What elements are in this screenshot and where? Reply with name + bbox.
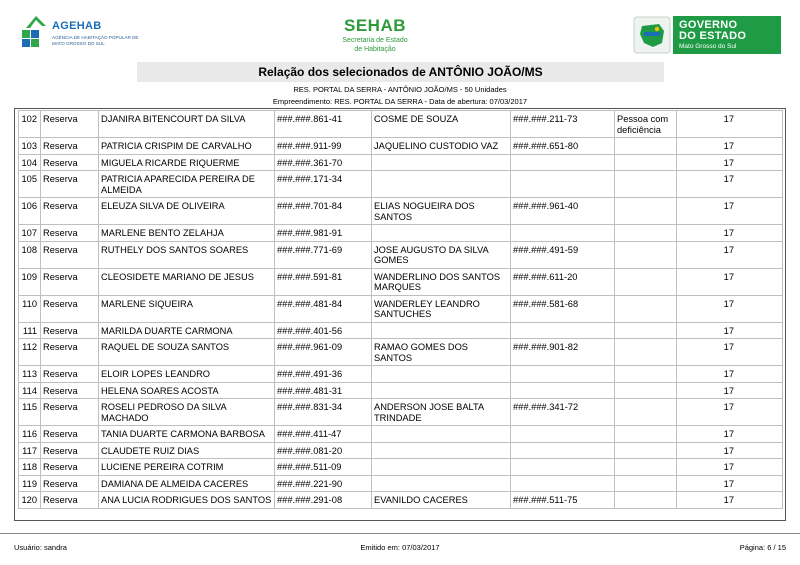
row-spouse-name bbox=[372, 154, 511, 171]
table-row bbox=[19, 241, 783, 268]
row-spouse-cpf bbox=[511, 366, 615, 383]
row-name: ELEUZA SILVA DE OLIVEIRA bbox=[99, 198, 275, 225]
row-group: 17 bbox=[677, 295, 783, 322]
row-status: Reserva bbox=[41, 339, 99, 366]
row-number: 119 bbox=[19, 475, 41, 492]
row-group: 17 bbox=[677, 492, 783, 509]
row-cpf: ###.###.291-08 bbox=[275, 492, 372, 509]
report-header bbox=[0, 0, 800, 60]
page-number: Página: 6 / 15 bbox=[739, 543, 786, 552]
row-cpf: ###.###.481-84 bbox=[275, 295, 372, 322]
report-title: Relação dos selecionados de ANTÔNIO JOÃO/MS bbox=[137, 62, 664, 82]
table-body bbox=[19, 111, 783, 509]
row-group: 17 bbox=[677, 225, 783, 242]
row-group: 17 bbox=[677, 339, 783, 366]
row-spouse-name: JOSE AUGUSTO DA SILVA GOMES bbox=[372, 241, 511, 268]
row-spouse-cpf: ###.###.491-59 bbox=[511, 241, 615, 268]
state-map-icon bbox=[633, 16, 671, 54]
row-spouse-name bbox=[372, 322, 511, 339]
row-status: Reserva bbox=[41, 111, 99, 138]
row-spouse-name: JAQUELINO CUSTODIO VAZ bbox=[372, 138, 511, 155]
row-spouse-cpf bbox=[511, 171, 615, 198]
row-observation bbox=[615, 241, 677, 268]
row-group: 17 bbox=[677, 442, 783, 459]
row-spouse-name: ANDERSON JOSE BALTA TRINDADE bbox=[372, 399, 511, 426]
row-spouse-cpf: ###.###.611-20 bbox=[511, 268, 615, 295]
report-subtitle: RES. PORTAL DA SERRA - ANTÔNIO JOÃO/MS - 50 Unidades bbox=[293, 85, 507, 94]
row-name: ELOIR LOPES LEANDRO bbox=[99, 366, 275, 383]
row-spouse-cpf: ###.###.511-75 bbox=[511, 492, 615, 509]
row-status: Reserva bbox=[41, 154, 99, 171]
user-label: Usuário: sandra bbox=[14, 543, 67, 552]
row-name: MARILDA DUARTE CARMONA bbox=[99, 322, 275, 339]
row-group: 17 bbox=[677, 198, 783, 225]
row-observation bbox=[615, 295, 677, 322]
row-spouse-name bbox=[372, 382, 511, 399]
house-arrow-icon bbox=[22, 14, 48, 48]
row-group: 17 bbox=[677, 111, 783, 138]
row-group: 17 bbox=[677, 138, 783, 155]
table-row bbox=[19, 459, 783, 476]
row-spouse-name: ELIAS NOGUEIRA DOS SANTOS bbox=[372, 198, 511, 225]
row-cpf: ###.###.361-70 bbox=[275, 154, 372, 171]
row-group: 17 bbox=[677, 171, 783, 198]
table-row bbox=[19, 399, 783, 426]
row-cpf: ###.###.411-47 bbox=[275, 426, 372, 443]
table-row bbox=[19, 426, 783, 443]
row-spouse-name: WANDERLEY LEANDRO SANTUCHES bbox=[372, 295, 511, 322]
agehab-logo bbox=[22, 14, 137, 52]
row-spouse-cpf: ###.###.341-72 bbox=[511, 399, 615, 426]
row-spouse-name bbox=[372, 366, 511, 383]
row-observation bbox=[615, 138, 677, 155]
row-status: Reserva bbox=[41, 399, 99, 426]
row-observation bbox=[615, 268, 677, 295]
row-spouse-cpf: ###.###.581-68 bbox=[511, 295, 615, 322]
row-spouse-name: EVANILDO CACERES bbox=[372, 492, 511, 509]
row-spouse-cpf bbox=[511, 426, 615, 443]
row-spouse-cpf: ###.###.961-40 bbox=[511, 198, 615, 225]
row-observation bbox=[615, 366, 677, 383]
row-spouse-cpf bbox=[511, 459, 615, 476]
agehab-subtitle: AGÊNCIA DE HABITAÇÃO POPULAR DE MATO GROSSO DO SUL bbox=[52, 35, 139, 46]
row-group: 17 bbox=[677, 366, 783, 383]
row-number: 105 bbox=[19, 171, 41, 198]
row-number: 110 bbox=[19, 295, 41, 322]
row-name: MARLENE BENTO ZELAHJA bbox=[99, 225, 275, 242]
row-name: MARLENE SIQUEIRA bbox=[99, 295, 275, 322]
row-cpf: ###.###.771-69 bbox=[275, 241, 372, 268]
row-observation bbox=[615, 399, 677, 426]
table-row bbox=[19, 268, 783, 295]
row-status: Reserva bbox=[41, 268, 99, 295]
row-spouse-name bbox=[372, 225, 511, 242]
row-number: 109 bbox=[19, 268, 41, 295]
row-number: 104 bbox=[19, 154, 41, 171]
table-row bbox=[19, 295, 783, 322]
row-cpf: ###.###.831-34 bbox=[275, 399, 372, 426]
row-number: 106 bbox=[19, 198, 41, 225]
row-name: LUCIENE PEREIRA COTRIM bbox=[99, 459, 275, 476]
row-name: PATRICIA APARECIDA PEREIRA DE ALMEIDA bbox=[99, 171, 275, 198]
row-status: Reserva bbox=[41, 225, 99, 242]
row-group: 17 bbox=[677, 459, 783, 476]
agehab-name: AGEHAB bbox=[52, 20, 102, 32]
row-group: 17 bbox=[677, 241, 783, 268]
row-name: ROSELI PEDROSO DA SILVA MACHADO bbox=[99, 399, 275, 426]
row-status: Reserva bbox=[41, 366, 99, 383]
row-group: 17 bbox=[677, 268, 783, 295]
row-number: 114 bbox=[19, 382, 41, 399]
row-number: 120 bbox=[19, 492, 41, 509]
row-number: 107 bbox=[19, 225, 41, 242]
row-cpf: ###.###.701-84 bbox=[275, 198, 372, 225]
sehab-logo bbox=[320, 16, 430, 54]
row-status: Reserva bbox=[41, 382, 99, 399]
row-name: DAMIANA DE ALMEIDA CACERES bbox=[99, 475, 275, 492]
row-name: HELENA SOARES ACOSTA bbox=[99, 382, 275, 399]
row-spouse-cpf bbox=[511, 322, 615, 339]
row-name: CLEOSIDETE MARIANO DE JESUS bbox=[99, 268, 275, 295]
row-cpf: ###.###.491-36 bbox=[275, 366, 372, 383]
row-group: 17 bbox=[677, 426, 783, 443]
row-observation: Pessoa com deficiência bbox=[615, 111, 677, 138]
row-status: Reserva bbox=[41, 171, 99, 198]
table-row bbox=[19, 138, 783, 155]
row-cpf: ###.###.961-09 bbox=[275, 339, 372, 366]
row-name: MIGUELA RICARDE RIQUERME bbox=[99, 154, 275, 171]
row-spouse-name bbox=[372, 475, 511, 492]
table-row bbox=[19, 171, 783, 198]
row-spouse-name: COSME DE SOUZA bbox=[372, 111, 511, 138]
row-cpf: ###.###.981-91 bbox=[275, 225, 372, 242]
report-enterprise-info: Empreendimento: RES. PORTAL DA SERRA - Data de abertura: 07/03/2017 bbox=[272, 97, 528, 106]
row-spouse-cpf bbox=[511, 225, 615, 242]
row-spouse-cpf: ###.###.901-82 bbox=[511, 339, 615, 366]
row-number: 112 bbox=[19, 339, 41, 366]
table-row bbox=[19, 198, 783, 225]
row-spouse-cpf: ###.###.651-80 bbox=[511, 138, 615, 155]
row-observation bbox=[615, 198, 677, 225]
row-number: 115 bbox=[19, 399, 41, 426]
table-row bbox=[19, 111, 783, 138]
row-number: 108 bbox=[19, 241, 41, 268]
row-cpf: ###.###.081-20 bbox=[275, 442, 372, 459]
row-cpf: ###.###.511-09 bbox=[275, 459, 372, 476]
row-observation bbox=[615, 475, 677, 492]
selected-table bbox=[18, 110, 783, 509]
row-number: 111 bbox=[19, 322, 41, 339]
row-spouse-name: RAMAO GOMES DOS SANTOS bbox=[372, 339, 511, 366]
row-name: TANIA DUARTE CARMONA BARBOSA bbox=[99, 426, 275, 443]
row-name: RAQUEL DE SOUZA SANTOS bbox=[99, 339, 275, 366]
row-observation bbox=[615, 382, 677, 399]
governo-line-2: DO ESTADO bbox=[679, 30, 747, 42]
row-group: 17 bbox=[677, 399, 783, 426]
row-number: 103 bbox=[19, 138, 41, 155]
sehab-subtitle-1: Secretaria de Estado bbox=[342, 37, 408, 44]
row-spouse-cpf bbox=[511, 154, 615, 171]
row-name: CLAUDETE RUIZ DIAS bbox=[99, 442, 275, 459]
row-cpf: ###.###.861-41 bbox=[275, 111, 372, 138]
row-observation bbox=[615, 492, 677, 509]
sehab-subtitle-2: de Habitação bbox=[354, 46, 396, 53]
table-row bbox=[19, 442, 783, 459]
row-spouse-name bbox=[372, 442, 511, 459]
table-row bbox=[19, 339, 783, 366]
row-group: 17 bbox=[677, 475, 783, 492]
row-status: Reserva bbox=[41, 442, 99, 459]
row-name: PATRICIA CRISPIM DE CARVALHO bbox=[99, 138, 275, 155]
row-observation bbox=[615, 225, 677, 242]
emitted-date: Emitido em: 07/03/2017 bbox=[360, 543, 440, 552]
table-row bbox=[19, 492, 783, 509]
row-observation bbox=[615, 322, 677, 339]
row-observation bbox=[615, 339, 677, 366]
row-number: 117 bbox=[19, 442, 41, 459]
row-observation bbox=[615, 442, 677, 459]
row-observation bbox=[615, 171, 677, 198]
report-footer bbox=[0, 533, 800, 565]
governo-line-3: Mato Grosso do Sul bbox=[679, 43, 737, 50]
row-status: Reserva bbox=[41, 295, 99, 322]
row-status: Reserva bbox=[41, 475, 99, 492]
row-cpf: ###.###.401-56 bbox=[275, 322, 372, 339]
governo-logo bbox=[633, 16, 781, 54]
row-spouse-name: WANDERLINO DOS SANTOS MARQUES bbox=[372, 268, 511, 295]
row-observation bbox=[615, 154, 677, 171]
row-spouse-cpf bbox=[511, 382, 615, 399]
row-spouse-name bbox=[372, 459, 511, 476]
row-observation bbox=[615, 459, 677, 476]
table-row bbox=[19, 225, 783, 242]
row-number: 113 bbox=[19, 366, 41, 383]
row-number: 102 bbox=[19, 111, 41, 138]
table-row bbox=[19, 475, 783, 492]
table-row bbox=[19, 382, 783, 399]
row-observation bbox=[615, 426, 677, 443]
row-spouse-cpf: ###.###.211-73 bbox=[511, 111, 615, 138]
governo-line-1: GOVERNO bbox=[679, 19, 738, 31]
row-status: Reserva bbox=[41, 459, 99, 476]
row-status: Reserva bbox=[41, 426, 99, 443]
row-group: 17 bbox=[677, 382, 783, 399]
row-spouse-name bbox=[372, 426, 511, 443]
row-name: RUTHELY DOS SANTOS SOARES bbox=[99, 241, 275, 268]
table-row bbox=[19, 366, 783, 383]
row-spouse-cpf bbox=[511, 442, 615, 459]
row-cpf: ###.###.221-90 bbox=[275, 475, 372, 492]
row-group: 17 bbox=[677, 322, 783, 339]
row-group: 17 bbox=[677, 154, 783, 171]
row-cpf: ###.###.591-81 bbox=[275, 268, 372, 295]
row-status: Reserva bbox=[41, 198, 99, 225]
row-spouse-cpf bbox=[511, 475, 615, 492]
row-status: Reserva bbox=[41, 241, 99, 268]
row-cpf: ###.###.171-34 bbox=[275, 171, 372, 198]
row-number: 118 bbox=[19, 459, 41, 476]
row-number: 116 bbox=[19, 426, 41, 443]
table-row bbox=[19, 322, 783, 339]
table-row bbox=[19, 154, 783, 171]
row-name: ANA LUCIA RODRIGUES DOS SANTOS bbox=[99, 492, 275, 509]
sehab-name: SEHAB bbox=[343, 16, 406, 35]
row-cpf: ###.###.911-99 bbox=[275, 138, 372, 155]
row-status: Reserva bbox=[41, 322, 99, 339]
row-cpf: ###.###.481-31 bbox=[275, 382, 372, 399]
row-spouse-name bbox=[372, 171, 511, 198]
row-name: DJANIRA BITENCOURT DA SILVA bbox=[99, 111, 275, 138]
row-status: Reserva bbox=[41, 492, 99, 509]
row-status: Reserva bbox=[41, 138, 99, 155]
governo-box bbox=[673, 16, 781, 54]
